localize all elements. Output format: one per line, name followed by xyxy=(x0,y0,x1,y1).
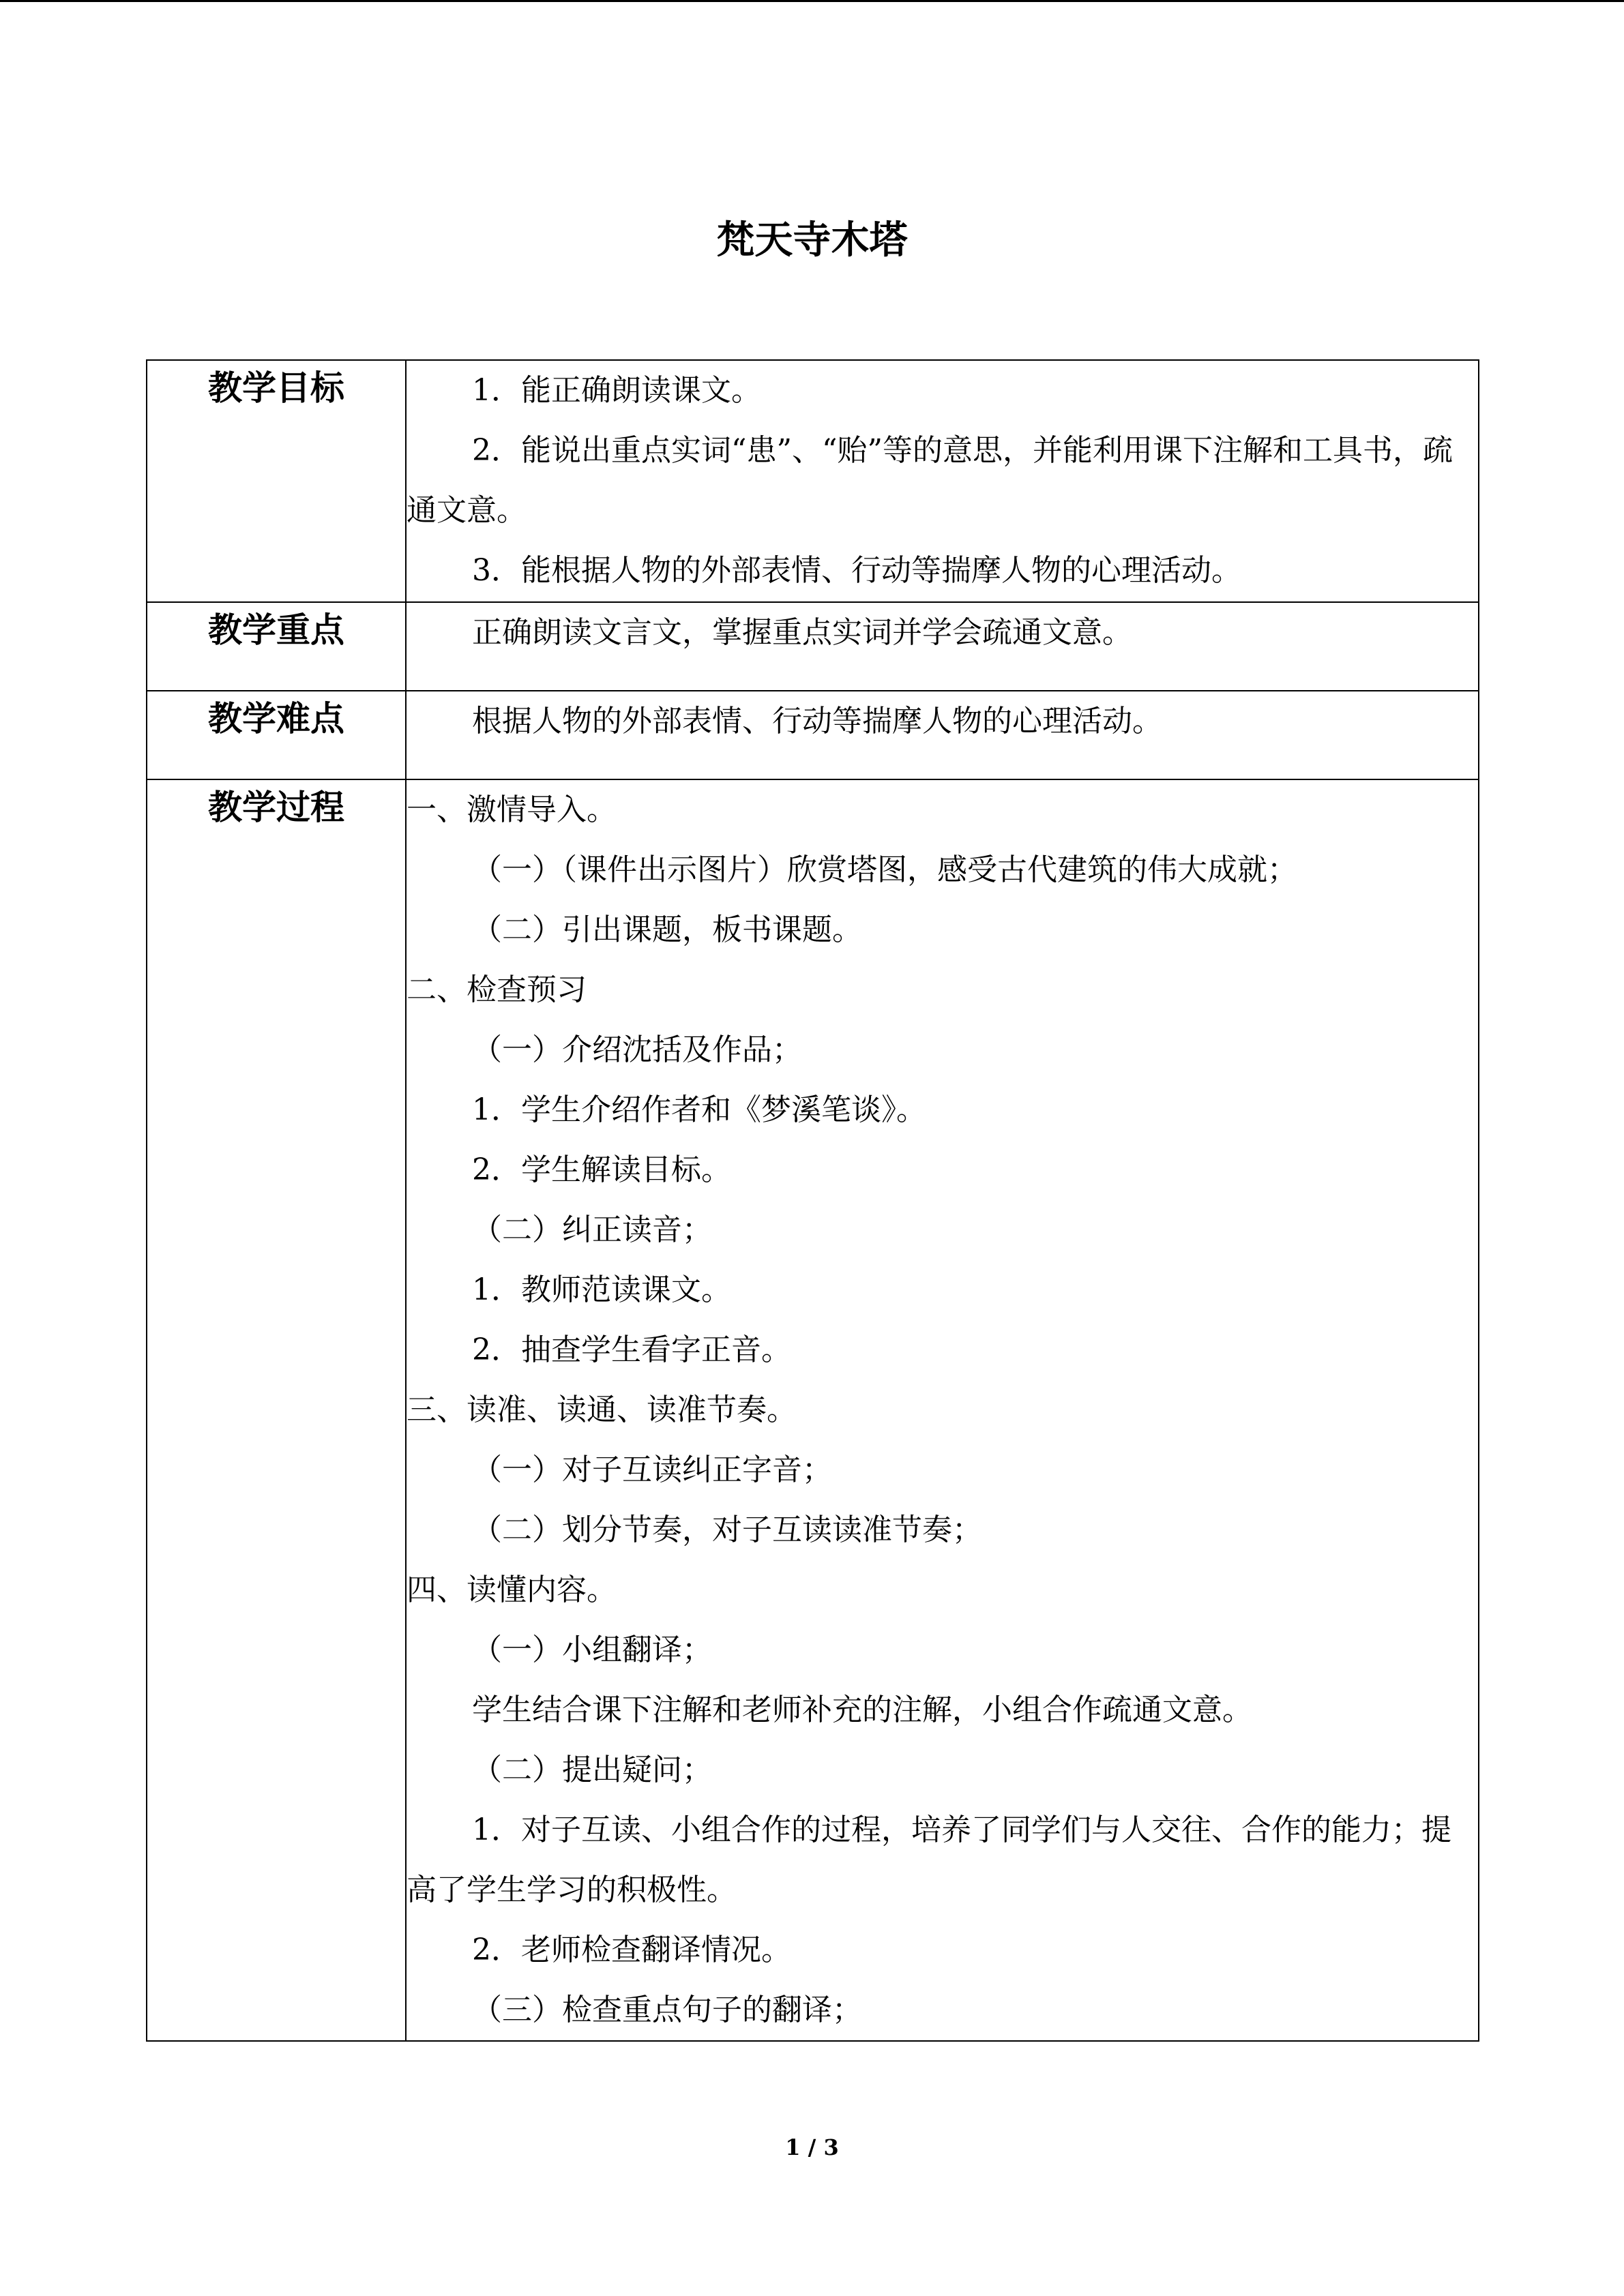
process-step: （二）划分节奏，对子互读读准节奏； xyxy=(472,1512,982,1547)
key-point-text: 正确朗读文言文，掌握重点实词并学会疏通文意。 xyxy=(472,615,1132,650)
objective-2: 2．能说出重点实词“患”、“贻”等的意思，并能利用课下注解和工具书，疏通文意。 xyxy=(407,433,1453,528)
row-label-cell xyxy=(147,779,406,2041)
table-row-difficulties xyxy=(147,691,1479,779)
process-step: 2．学生解读目标。 xyxy=(472,1152,731,1187)
row-label-objectives: 教学目标 xyxy=(208,368,344,408)
table-row-key-points xyxy=(147,602,1479,691)
document-title: 梵天寺木塔 xyxy=(716,218,908,263)
difficulty-text: 根据人物的外部表情、行动等揣摩人物的心理活动。 xyxy=(472,704,1162,739)
page-number: 1 / 3 xyxy=(785,2134,839,2160)
top-border-line xyxy=(0,0,1624,2)
process-step: 1．对子互读、小组合作的过程，培养了同学们与人交往、合作的能力；提高了学生学习的积极性。 xyxy=(407,1813,1451,1907)
row-label-cell xyxy=(147,360,406,602)
process-step: 1．学生介绍作者和《梦溪笔谈》。 xyxy=(472,1092,926,1127)
row-label-difficulties: 教学难点 xyxy=(208,699,344,739)
process-step: （一）介绍沈括及作品； xyxy=(472,1032,802,1067)
process-step: （二）提出疑问； xyxy=(472,1753,712,1787)
table-row-objectives xyxy=(147,360,1479,602)
process-step: （一）（课件出示图片）欣赏塔图，感受古代建筑的伟大成就； xyxy=(472,852,1297,887)
process-step: 学生结合课下注解和老师补充的注解，小组合作疏通文意。 xyxy=(472,1693,1252,1727)
key-points-content xyxy=(406,602,1479,691)
process-step: （三）检查重点句子的翻译； xyxy=(472,1993,862,2027)
process-section-heading: 三、读准、读通、读准节奏。 xyxy=(407,1392,797,1427)
row-label-key-points: 教学重点 xyxy=(208,610,344,650)
row-label-process: 教学过程 xyxy=(208,788,344,827)
process-section-heading: 四、读懂内容。 xyxy=(407,1572,617,1607)
process-step: （一）对子互读纠正字音； xyxy=(472,1452,832,1487)
process-section-heading: 一、激情导入。 xyxy=(407,792,617,827)
row-label-cell xyxy=(147,602,406,691)
difficulties-content xyxy=(406,691,1479,779)
process-step: 1．教师范读课文。 xyxy=(472,1272,731,1307)
process-content xyxy=(406,779,1479,2041)
process-step: （二）引出课题，板书课题。 xyxy=(472,912,862,947)
table-row-process xyxy=(147,779,1479,2041)
process-step: 2．抽查学生看字正音。 xyxy=(472,1332,791,1367)
objective-3: 3．能根据人物的外部表情、行动等揣摩人物的心理活动。 xyxy=(472,553,1241,588)
process-step: （一）小组翻译； xyxy=(472,1632,712,1667)
objective-1: 1．能正确朗读课文。 xyxy=(472,373,761,408)
objectives-content xyxy=(406,360,1479,602)
process-step: 2．老师检查翻译情况。 xyxy=(472,1933,791,1967)
lesson-plan-table xyxy=(146,359,1479,2042)
process-step: （二）纠正读音； xyxy=(472,1212,712,1247)
process-section-heading: 二、检查预习 xyxy=(407,972,587,1007)
row-label-cell xyxy=(147,691,406,779)
